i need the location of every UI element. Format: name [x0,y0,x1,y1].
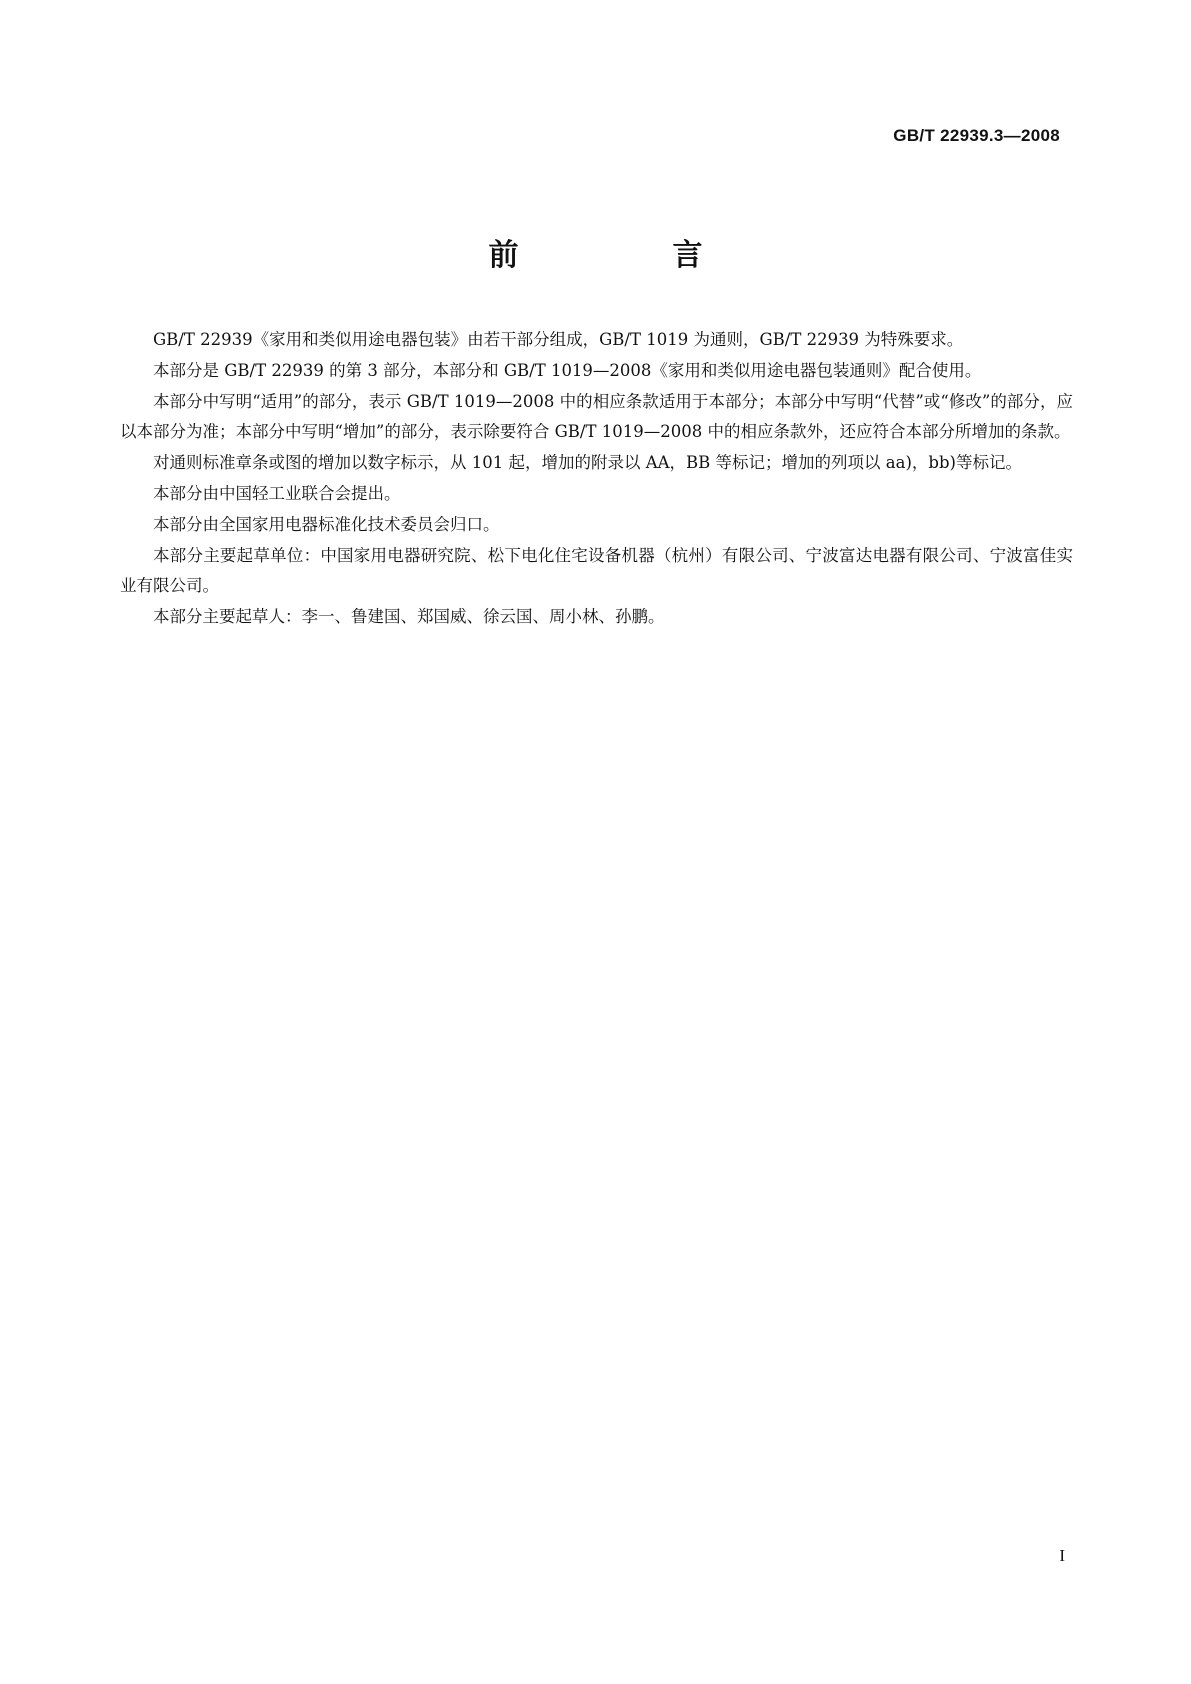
paragraph-4: 对通则标准章条或图的增加以数字标示，从 101 起，增加的附录以 AA，BB 等标记；增加的列项以 aa)，bb)等标记。 [153,453,1022,472]
page-number: I [1059,1546,1065,1565]
paragraph-7: 本部分主要起草单位：中国家用电器研究院、松下电化住宅设备机器（杭州）有限公司、宁波富达电器有限公司、宁波富佳实业有限公司。 [120,546,1073,595]
paragraph-2: 本部分是 GB/T 22939 的第 3 部分，本部分和 GB/T 1019—2008《家用和类似用途电器包装通则》配合使用。 [153,361,982,380]
paragraph-6: 本部分由全国家用电器标准化技术委员会归口。 [153,515,500,534]
standard-number: GB/T 22939.3—2008 [893,126,1060,145]
paragraph-1: GB/T 22939《家用和类似用途电器包装》由若干部分组成，GB/T 1019 为通则，GB/T 22939 为特殊要求。 [153,330,964,349]
paragraph-8: 本部分主要起草人：李一、鲁建国、郑国威、徐云国、周小林、孙鹏。 [153,607,665,626]
foreword-body [120,325,1073,633]
paragraph-5: 本部分由中国轻工业联合会提出。 [153,484,401,503]
page-title: 前 言 [488,238,765,273]
paragraph-3: 本部分中写明“适用”的部分，表示 GB/T 1019—2008 中的相应条款适用于本部分；本部分中写明“代替”或“修改”的部分，应以本部分为准；本部分中写明“增加”的部分，表示除要符合 GB/T 1019—2008 中的相应条款外，还应符合本部分所增加的条款。 [120,392,1073,441]
